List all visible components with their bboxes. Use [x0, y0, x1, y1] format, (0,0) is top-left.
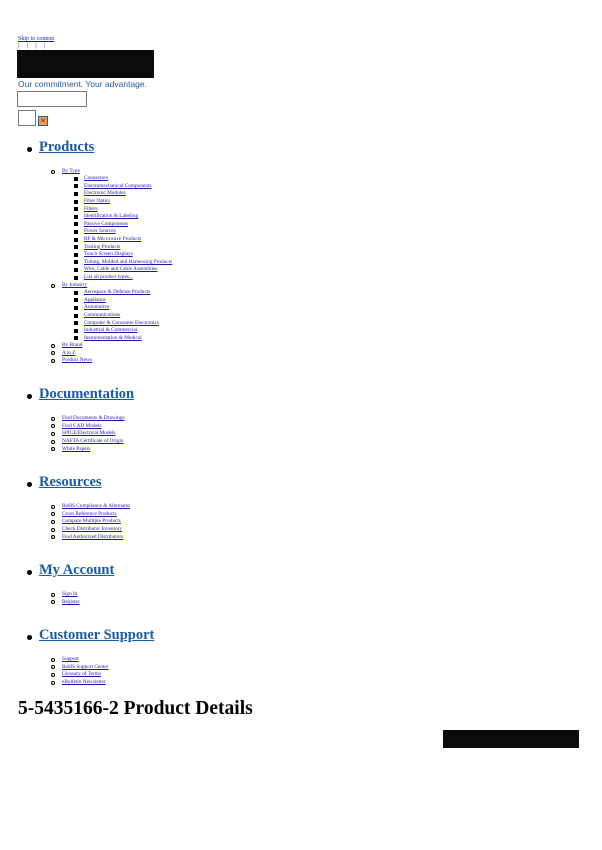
- resources-item[interactable]: Cross Reference Products: [62, 510, 117, 517]
- circle-bullet: [51, 170, 55, 174]
- circle-bullet: [51, 673, 55, 677]
- documentation-item[interactable]: Find CAD Models: [62, 422, 102, 429]
- by-type-link[interactable]: By Type: [62, 168, 80, 175]
- type-item[interactable]: Fiber Optics: [84, 198, 111, 205]
- circle-bullet: [51, 359, 55, 363]
- square-bullet: [74, 276, 78, 280]
- square-bullet: [74, 184, 78, 188]
- a-to-z-link[interactable]: A to Z: [62, 349, 76, 356]
- by-industry-list: [74, 289, 159, 342]
- type-item[interactable]: Electronic Modules: [84, 190, 126, 197]
- products-more: [51, 342, 92, 365]
- square-bullet: [74, 321, 78, 325]
- industry-item[interactable]: Communications: [84, 312, 121, 319]
- square-bullet: [74, 192, 78, 196]
- type-item[interactable]: RF & Microwave Products: [84, 236, 142, 243]
- search-input[interactable]: [17, 91, 87, 107]
- documentation-item[interactable]: NAFTA Certificate of Origin: [62, 438, 124, 445]
- circle-bullet: [51, 681, 55, 685]
- circle-bullet: [51, 505, 55, 509]
- type-item[interactable]: Tubing, Molded and Harnessing Products: [84, 258, 173, 265]
- documentation-item[interactable]: Find Documents & Drawings: [62, 415, 125, 422]
- close-icon: ✕: [40, 117, 46, 125]
- type-item[interactable]: Power Sources: [84, 228, 116, 235]
- circle-bullet: [51, 535, 55, 539]
- resources-item[interactable]: Compare Multiple Products: [62, 518, 121, 525]
- type-item[interactable]: Connectors: [84, 175, 109, 182]
- bullet: [27, 570, 32, 575]
- documentation-list: [51, 415, 125, 453]
- square-bullet: [74, 268, 78, 272]
- circle-bullet: [51, 512, 55, 516]
- resources-item[interactable]: Find Authorized Distributors: [62, 533, 124, 540]
- documentation-item[interactable]: White Papers: [62, 445, 91, 452]
- circle-bullet: [51, 440, 55, 444]
- industry-item[interactable]: Aerospace & Defense Products: [84, 289, 151, 296]
- circle-bullet: [51, 351, 55, 355]
- by-brand-link[interactable]: By Brand: [62, 342, 83, 349]
- square-bullet: [74, 291, 78, 295]
- bullet: [27, 482, 32, 487]
- type-item[interactable]: Touch Screen Displays: [84, 251, 133, 258]
- type-item[interactable]: Tooling Products: [84, 243, 121, 250]
- square-bullet: [74, 238, 78, 242]
- utility-nav: | | | |: [18, 43, 49, 49]
- resources-item[interactable]: RoHS Compliance & Alternates: [62, 503, 131, 510]
- nav-documentation: [27, 386, 134, 403]
- support-item[interactable]: eBulletin Newsletter: [62, 679, 106, 686]
- circle-bullet: [51, 417, 55, 421]
- search-button[interactable]: [38, 116, 48, 126]
- nav-documentation-link[interactable]: Documentation: [39, 386, 135, 402]
- tagline: Our commitment. Your advantage.: [18, 79, 147, 89]
- square-bullet: [74, 245, 78, 249]
- square-bullet: [74, 222, 78, 226]
- by-type-list: [74, 175, 172, 281]
- square-bullet: [74, 207, 78, 211]
- industry-item[interactable]: Appliance: [84, 296, 106, 303]
- circle-bullet: [51, 665, 55, 669]
- type-item[interactable]: Wire, Cable and Cable Assemblies: [84, 266, 158, 273]
- square-bullet: [74, 260, 78, 264]
- product-news-link[interactable]: Product News: [62, 357, 92, 364]
- logo[interactable]: [17, 50, 154, 78]
- square-bullet: [74, 253, 78, 257]
- bullet: [27, 147, 32, 152]
- documentation-item[interactable]: SPICE/Electrical Models: [62, 430, 116, 437]
- type-item[interactable]: Electromechanical Components: [84, 182, 152, 189]
- industry-item[interactable]: Computer & Consumer Electronics: [84, 319, 159, 326]
- nav-resources: [27, 474, 102, 491]
- square-bullet: [74, 200, 78, 204]
- square-bullet: [74, 215, 78, 219]
- resources-item[interactable]: Check Distributor Inventory: [62, 526, 123, 533]
- action-button[interactable]: [443, 730, 579, 748]
- circle-bullet: [51, 600, 55, 604]
- industry-item[interactable]: Instrumentation & Medical: [84, 334, 142, 341]
- support-item[interactable]: Support: [62, 656, 79, 663]
- type-item[interactable]: List all product types...: [84, 274, 133, 281]
- circle-bullet: [51, 284, 55, 288]
- circle-bullet: [51, 658, 55, 662]
- my-account-list: [51, 591, 80, 606]
- type-item[interactable]: Identification & Labeling: [84, 213, 139, 220]
- circle-bullet: [51, 593, 55, 597]
- type-item[interactable]: Filters: [84, 205, 98, 212]
- nav-resources-link[interactable]: Resources: [39, 474, 102, 490]
- square-bullet: [74, 230, 78, 234]
- nav-my-account-link[interactable]: My Account: [39, 562, 115, 578]
- search-select[interactable]: [18, 110, 36, 126]
- nav-customer-support-link[interactable]: Customer Support: [39, 627, 155, 643]
- square-bullet: [74, 306, 78, 310]
- support-item[interactable]: RoHS Support Center: [62, 663, 109, 670]
- circle-bullet: [51, 528, 55, 532]
- square-bullet: [74, 177, 78, 181]
- square-bullet: [74, 298, 78, 302]
- bullet: [27, 635, 32, 640]
- circle-bullet: [51, 424, 55, 428]
- bullet: [27, 394, 32, 399]
- register-link[interactable]: Register: [62, 598, 80, 605]
- support-item[interactable]: Glossary of Terms: [62, 671, 101, 678]
- skip-to-content-link[interactable]: Skip to content: [18, 36, 55, 42]
- square-bullet: [74, 329, 78, 333]
- circle-bullet: [51, 520, 55, 524]
- circle-bullet: [51, 344, 55, 348]
- type-item[interactable]: Passive Components: [84, 220, 128, 227]
- nav-products: [27, 139, 94, 156]
- nav-products-link[interactable]: Products: [39, 139, 95, 155]
- industry-item[interactable]: Industrial & Commercial: [84, 327, 138, 334]
- industry-item[interactable]: Automotive: [84, 304, 110, 311]
- by-industry-link[interactable]: By Industry: [62, 282, 88, 289]
- sign-in-link[interactable]: Sign In: [62, 591, 78, 598]
- nav-customer-support: [27, 627, 154, 644]
- nav-my-account: [27, 562, 114, 579]
- square-bullet: [74, 314, 78, 318]
- square-bullet: [74, 336, 78, 340]
- customer-support-list: [51, 656, 109, 686]
- circle-bullet: [51, 432, 55, 436]
- resources-list: [51, 503, 130, 541]
- page-title: 5-5435166-2 Product Details: [18, 698, 253, 719]
- circle-bullet: [51, 447, 55, 451]
